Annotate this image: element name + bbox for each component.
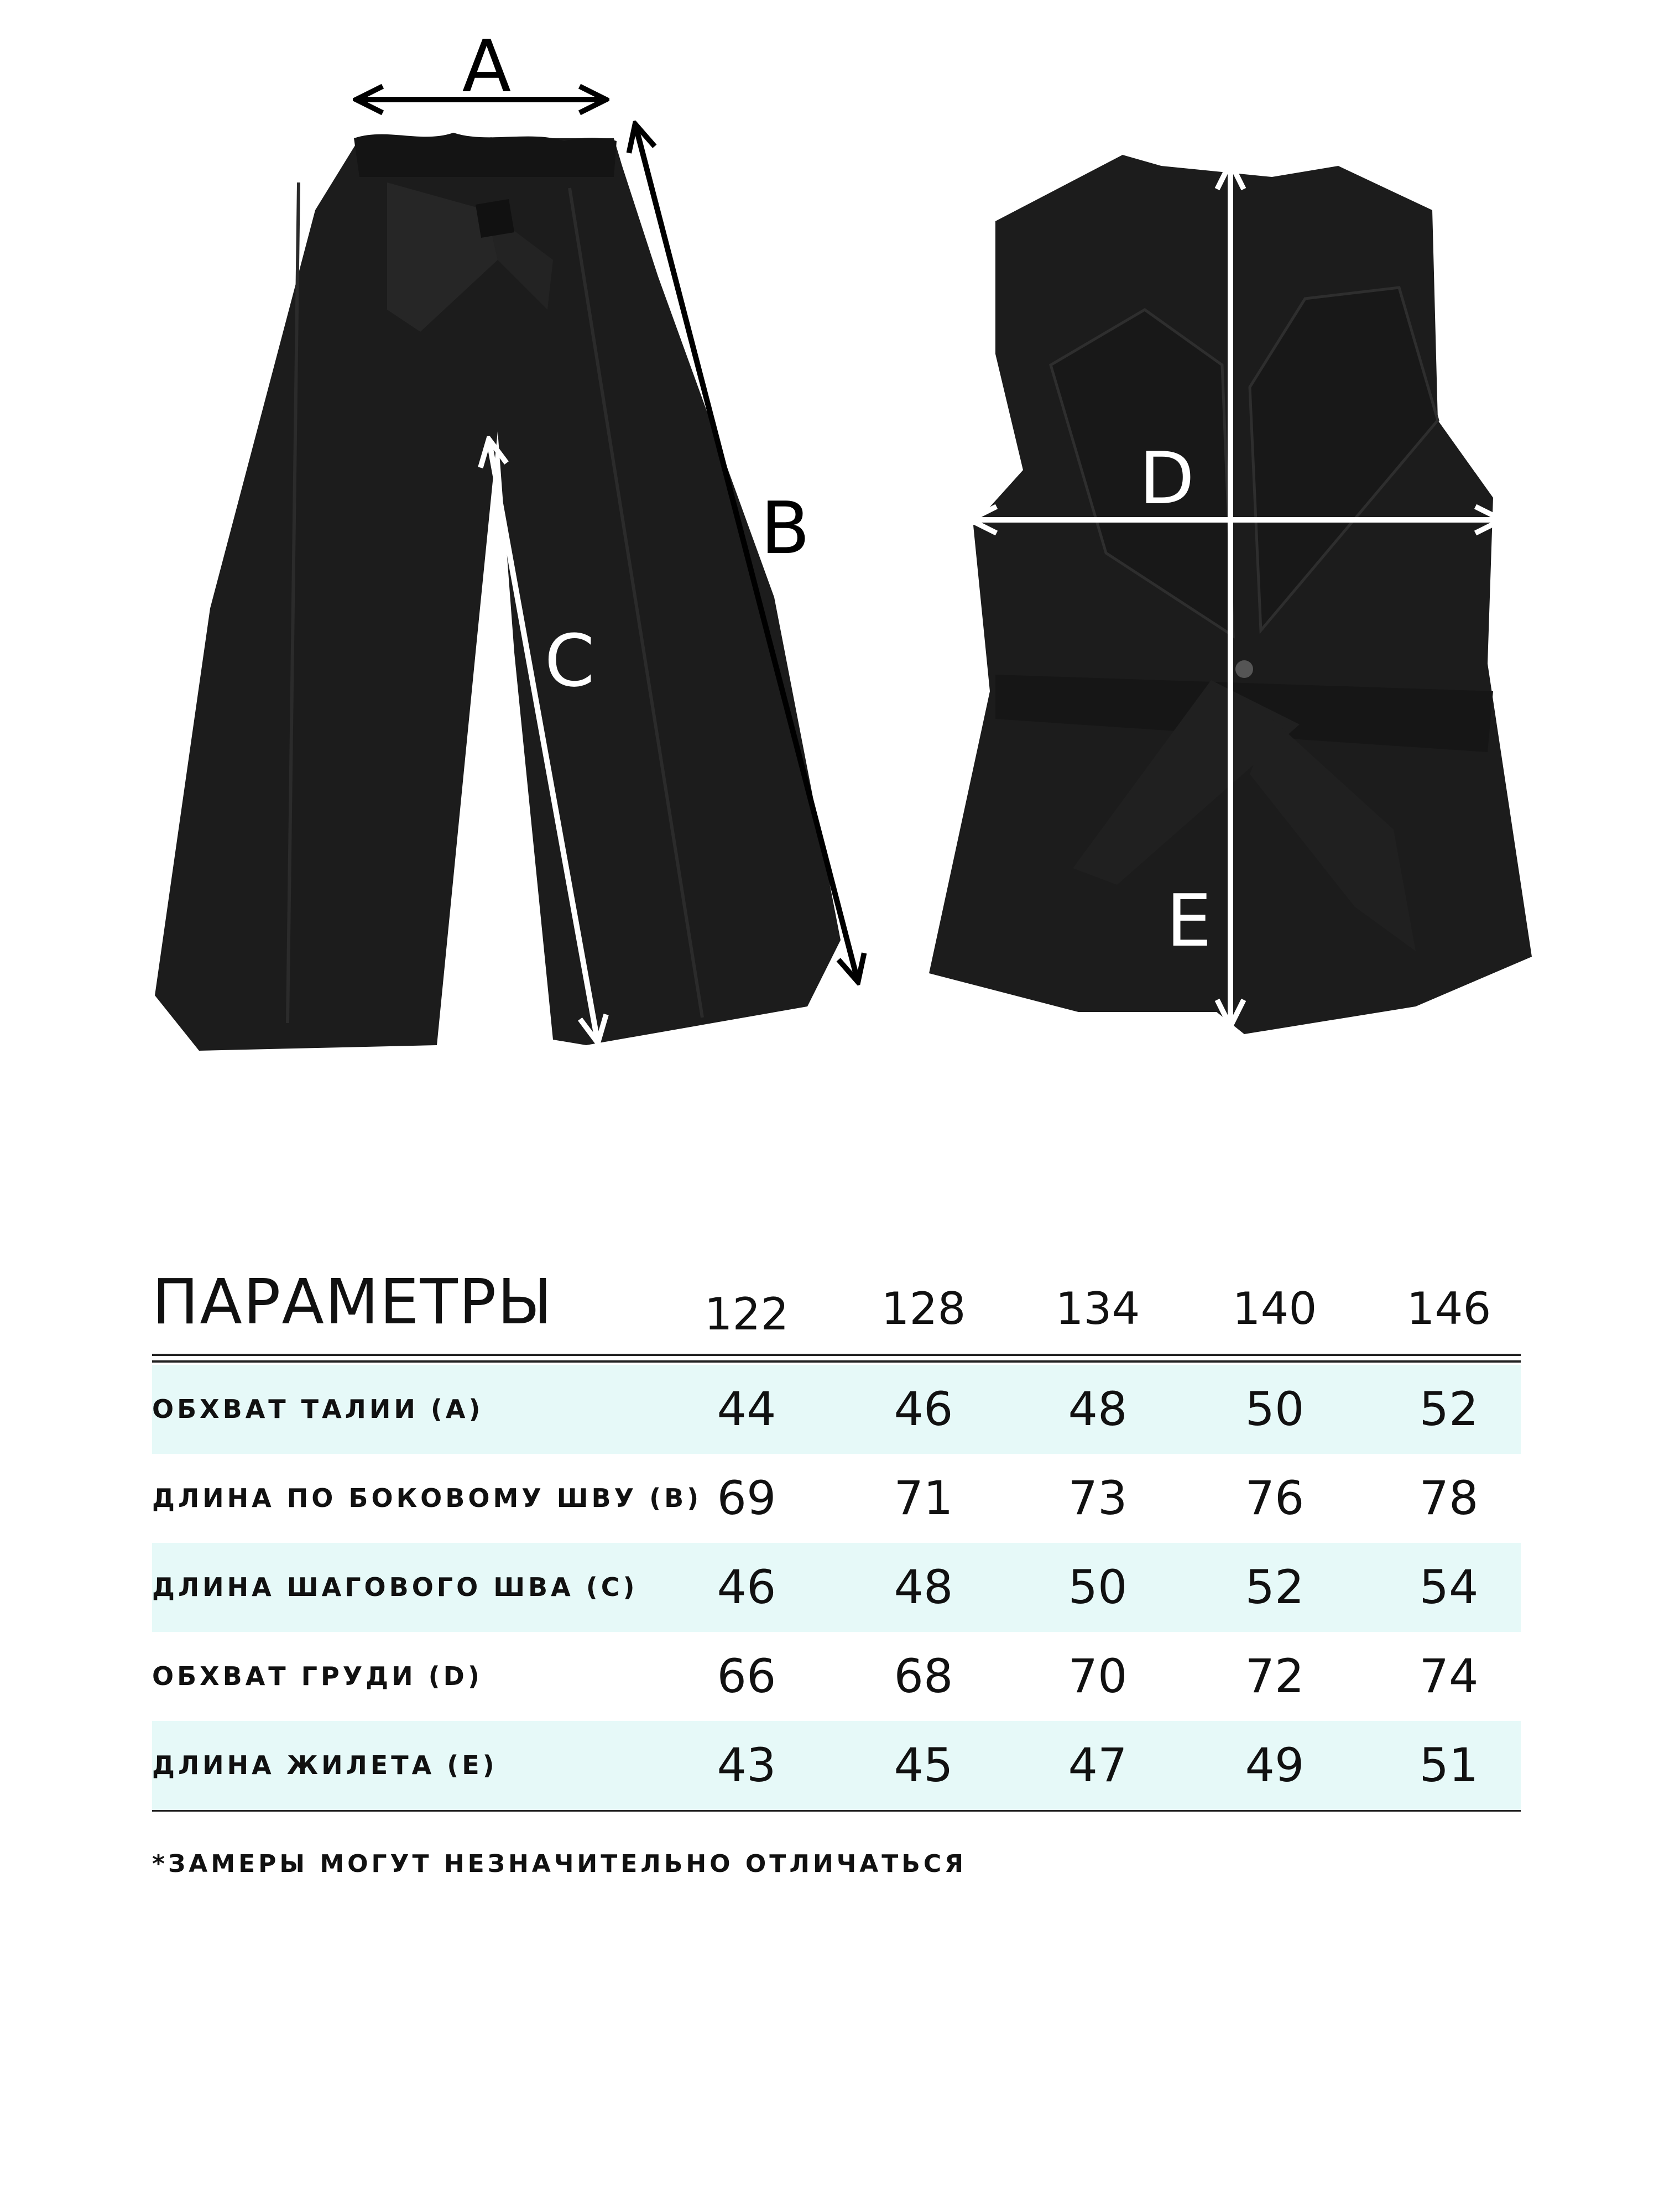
table-cell: 50 bbox=[1245, 1382, 1305, 1436]
row-label: ДЛИНА ШАГОВОГО ШВА (С) bbox=[152, 1572, 638, 1602]
table-cell: 68 bbox=[894, 1649, 953, 1703]
table-cell: 43 bbox=[717, 1738, 776, 1792]
size-table bbox=[152, 1261, 1521, 1792]
table-cell: 47 bbox=[1068, 1738, 1128, 1792]
table-cell: 48 bbox=[894, 1560, 953, 1614]
table-cell: 51 bbox=[1419, 1738, 1479, 1792]
table-cell: 52 bbox=[1245, 1560, 1305, 1614]
table-cell: 74 bbox=[1419, 1649, 1479, 1703]
measurement-footnote: *ЗАМЕРЫ МОГУТ НЕЗНАЧИТЕЛЬНО ОТЛИЧАТЬСЯ bbox=[152, 1850, 967, 1878]
table-cell: 45 bbox=[894, 1738, 953, 1792]
table-cell: 52 bbox=[1419, 1382, 1479, 1436]
table-title: ПАРАМЕТРЫ bbox=[152, 1266, 554, 1338]
row-label: ДЛИНА ПО БОКОВОМУ ШВУ (В) bbox=[152, 1483, 702, 1513]
header-rule bbox=[152, 1360, 1521, 1363]
table-body bbox=[152, 1365, 1521, 1810]
table-cell: 54 bbox=[1419, 1560, 1479, 1614]
size-header: 122 bbox=[704, 1288, 789, 1340]
table-cell: 46 bbox=[717, 1560, 776, 1614]
table-cell: 73 bbox=[1068, 1471, 1128, 1525]
table-cell: 49 bbox=[1245, 1738, 1305, 1792]
size-header: 134 bbox=[1055, 1283, 1140, 1334]
table-bottom-rule bbox=[152, 1810, 1521, 1812]
table-cell: 48 bbox=[1068, 1382, 1128, 1436]
size-header: 140 bbox=[1232, 1283, 1317, 1334]
table-row bbox=[152, 1543, 1521, 1632]
table-cell: 66 bbox=[717, 1649, 776, 1703]
label-d: D bbox=[1139, 436, 1195, 520]
table-cell: 76 bbox=[1245, 1471, 1305, 1525]
row-label: ДЛИНА ЖИЛЕТА (Е) bbox=[152, 1750, 498, 1780]
row-label: ОБХВАТ ТАЛИИ (А) bbox=[152, 1394, 484, 1424]
table-row bbox=[152, 1365, 1521, 1454]
table-header bbox=[152, 1261, 1521, 1355]
header-rule bbox=[152, 1354, 1521, 1356]
table-cell: 44 bbox=[717, 1382, 776, 1436]
table-cell: 78 bbox=[1419, 1471, 1479, 1525]
label-a: A bbox=[462, 24, 512, 108]
table-cell: 50 bbox=[1068, 1560, 1128, 1614]
size-header: 128 bbox=[881, 1283, 966, 1334]
table-cell: 70 bbox=[1068, 1649, 1128, 1703]
table-row bbox=[152, 1454, 1521, 1543]
table-cell: 46 bbox=[894, 1382, 953, 1436]
table-cell: 71 bbox=[894, 1471, 953, 1525]
label-e: E bbox=[1166, 879, 1212, 963]
table-row bbox=[152, 1632, 1521, 1721]
table-row bbox=[152, 1721, 1521, 1810]
size-header: 146 bbox=[1406, 1283, 1491, 1334]
row-label: ОБХВАТ ГРУДИ (D) bbox=[152, 1661, 483, 1691]
table-cell: 72 bbox=[1245, 1649, 1305, 1703]
label-c: C bbox=[544, 619, 595, 703]
measurement-illustration bbox=[0, 0, 1659, 1078]
pants-illustration bbox=[155, 133, 841, 1051]
table-cell: 69 bbox=[717, 1471, 776, 1525]
label-b: B bbox=[760, 486, 810, 570]
